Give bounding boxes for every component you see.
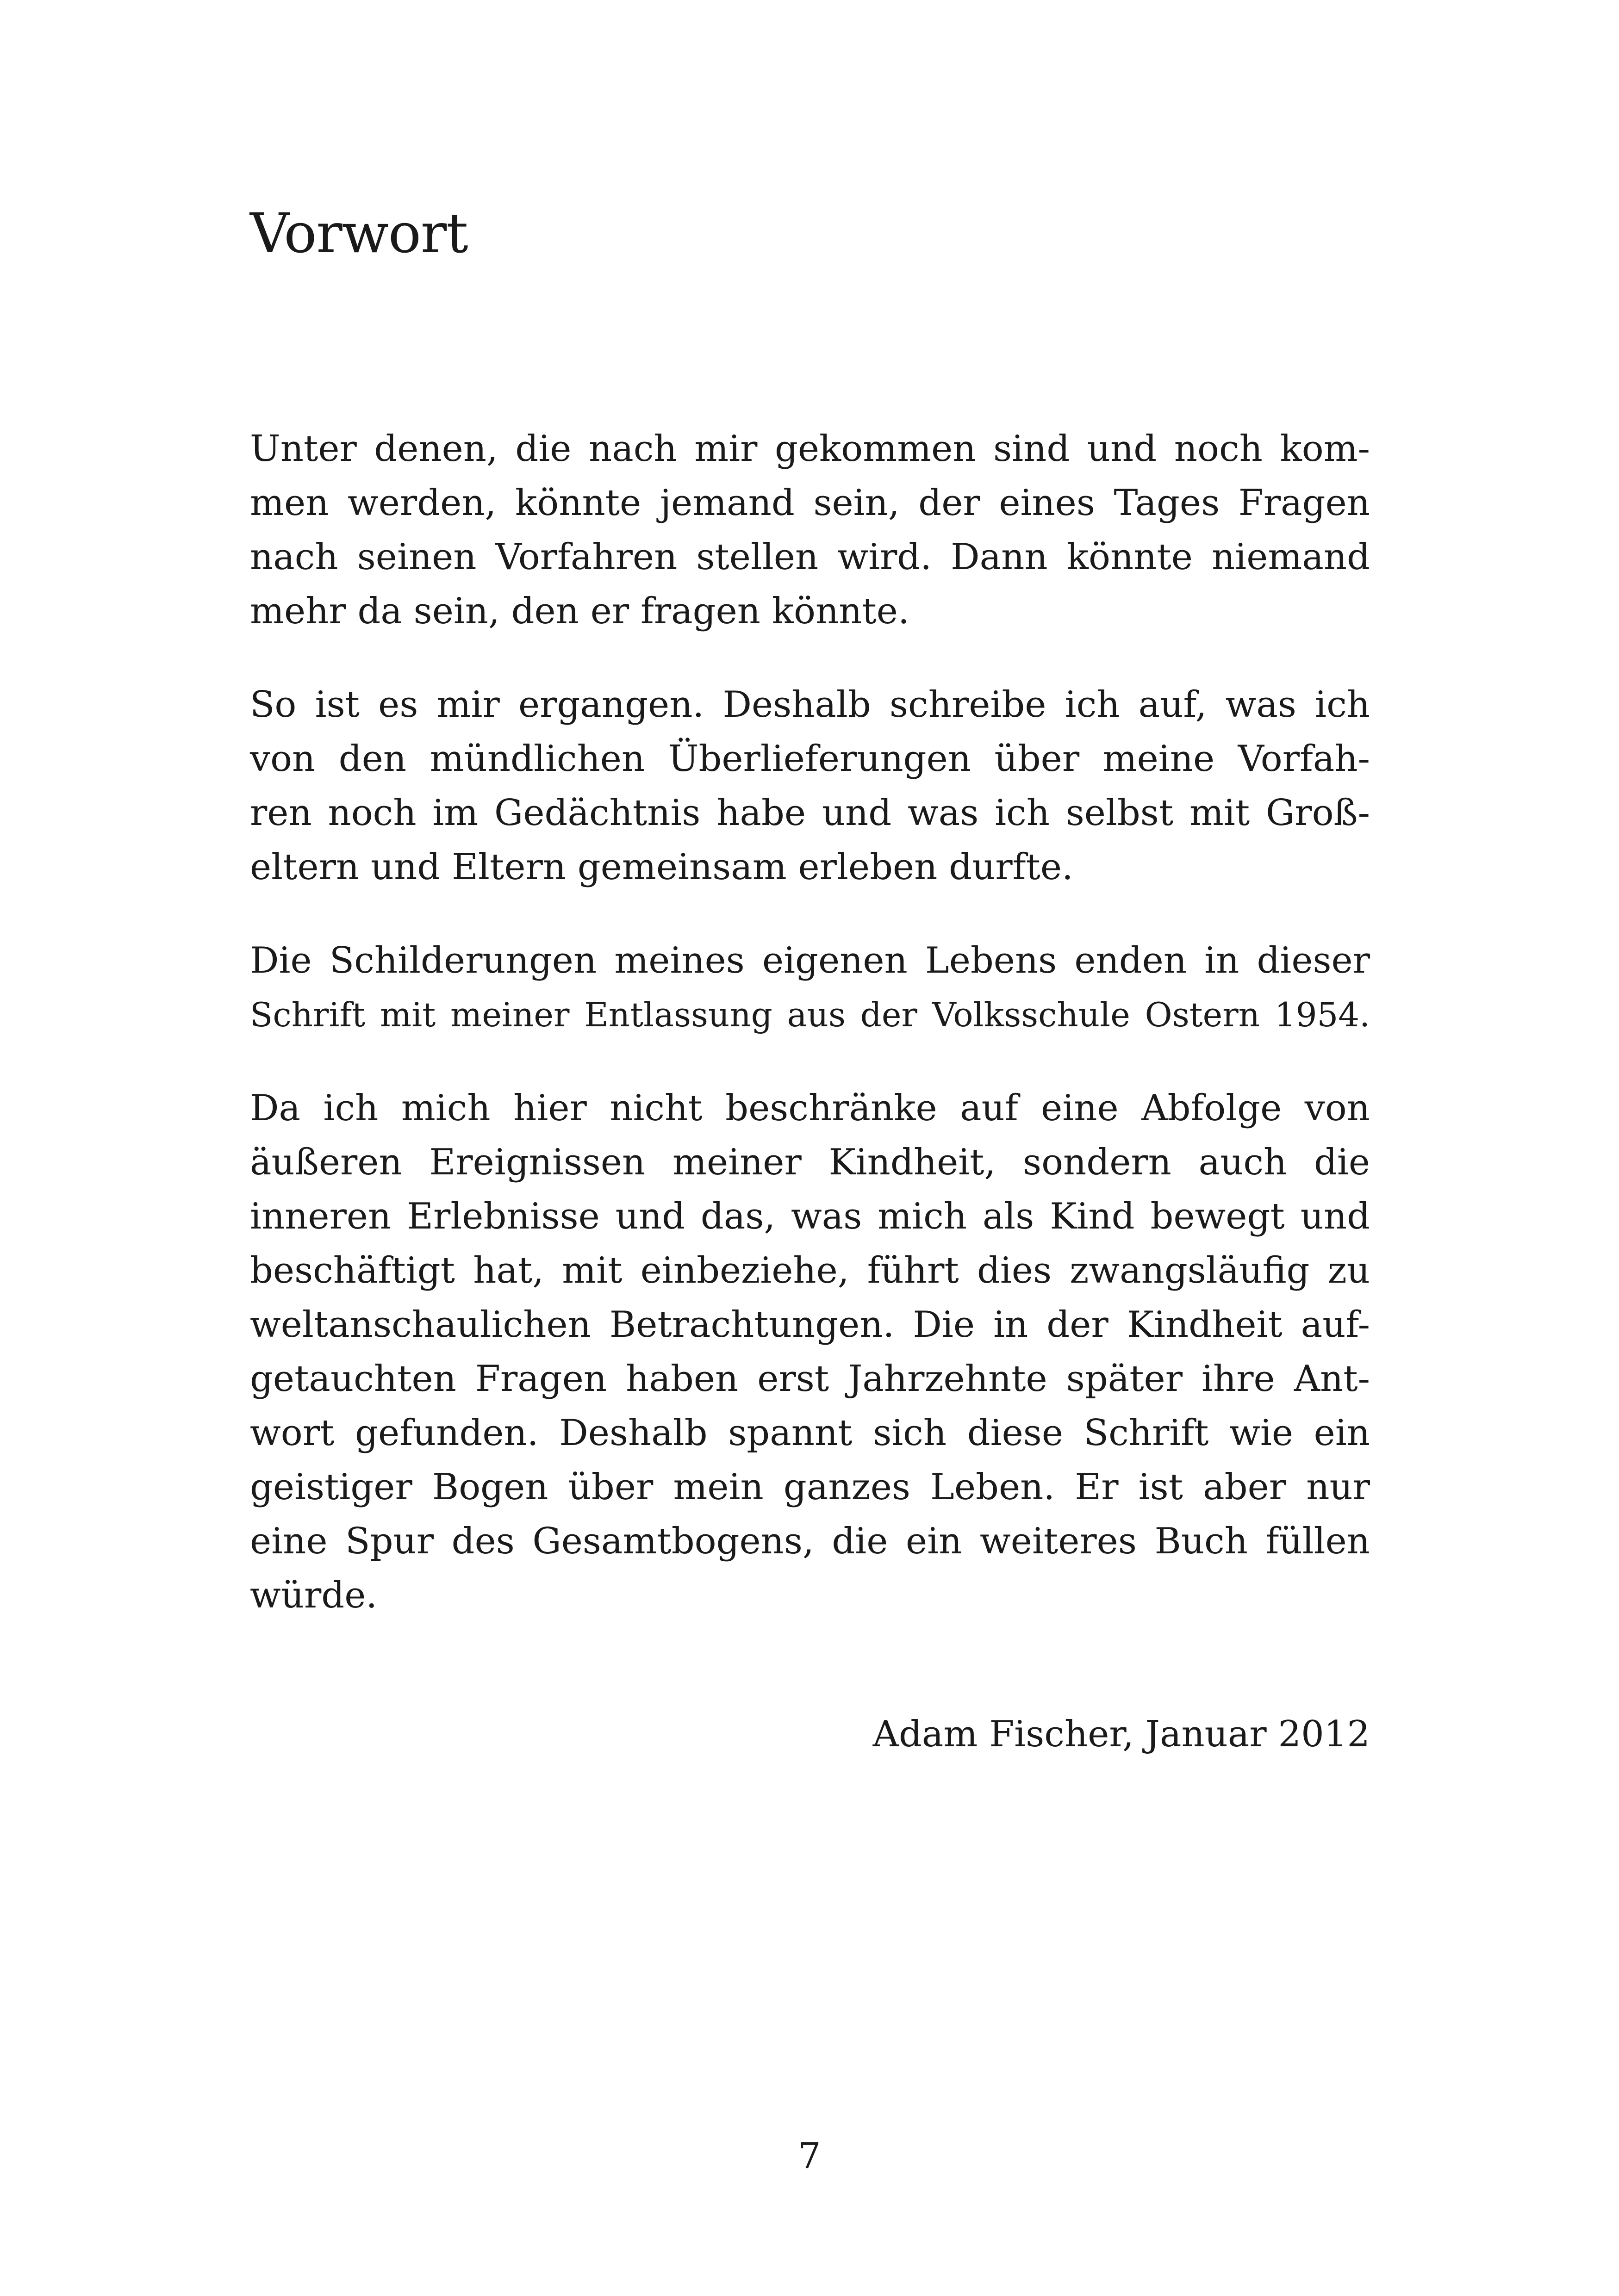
text-line: nach seinen Vorfahren stellen wird. Dann könnte niemand <box>250 536 1370 578</box>
text-line: ren noch im Gedächtnis habe und was ich selbst mit Groß- <box>250 792 1370 834</box>
page-title: Vorwort <box>250 201 468 265</box>
text-line: So ist es mir ergangen. Deshalb schreibe ich auf, was ich <box>250 684 1370 726</box>
text-line: geistiger Bogen über mein ganzes Leben. Er ist aber nur <box>250 1466 1370 1508</box>
page-number: 7 <box>798 2135 821 2177</box>
text-line: äußeren Ereignissen meiner Kindheit, sondern auch die <box>250 1142 1370 1183</box>
paragraph-1 <box>250 422 1370 639</box>
text-line: inneren Erlebnisse und das, was mich als Kind bewegt und <box>250 1196 1370 1237</box>
text-line: von den mündlichen Überlieferungen über meine Vorfah- <box>250 738 1370 780</box>
body-text <box>250 422 1370 1662</box>
text-line: würde. <box>250 1575 378 1616</box>
text-line: Da ich mich hier nicht beschränke auf eine Abfolge von <box>250 1087 1370 1129</box>
paragraph-4 <box>250 1081 1370 1623</box>
text-line: Unter denen, die nach mir gekommen sind und noch kom- <box>250 428 1370 470</box>
author-signature: Adam Fischer, Januar 2012 <box>872 1713 1370 1755</box>
text-line: eine Spur des Gesamtbogens, die ein weiteres Buch füllen <box>250 1520 1370 1562</box>
paragraph-3 <box>250 934 1370 1042</box>
text-line: wort gefunden. Deshalb spannt sich diese Schrift wie ein <box>250 1412 1370 1454</box>
text-line: mehr da sein, den er fragen könnte. <box>250 590 909 632</box>
text-line: eltern und Eltern gemeinsam erleben durfte. <box>250 846 1073 888</box>
text-line: beschäftigt hat, mit einbeziehe, führt dies zwangsläufig zu <box>250 1250 1370 1291</box>
text-line: Die Schilderungen meines eigenen Lebens enden in dieser <box>250 940 1370 981</box>
text-line: getauchten Fragen haben erst Jahrzehnte später ihre Ant- <box>250 1358 1370 1400</box>
paragraph-2 <box>250 678 1370 894</box>
text-line: Schrift mit meiner Entlassung aus der Volksschule Ostern 1954. <box>250 995 1370 1034</box>
text-line: weltanschaulichen Betrachtungen. Die in der Kindheit auf- <box>250 1304 1370 1346</box>
text-line: men werden, könnte jemand sein, der eines Tages Fragen <box>250 482 1370 524</box>
